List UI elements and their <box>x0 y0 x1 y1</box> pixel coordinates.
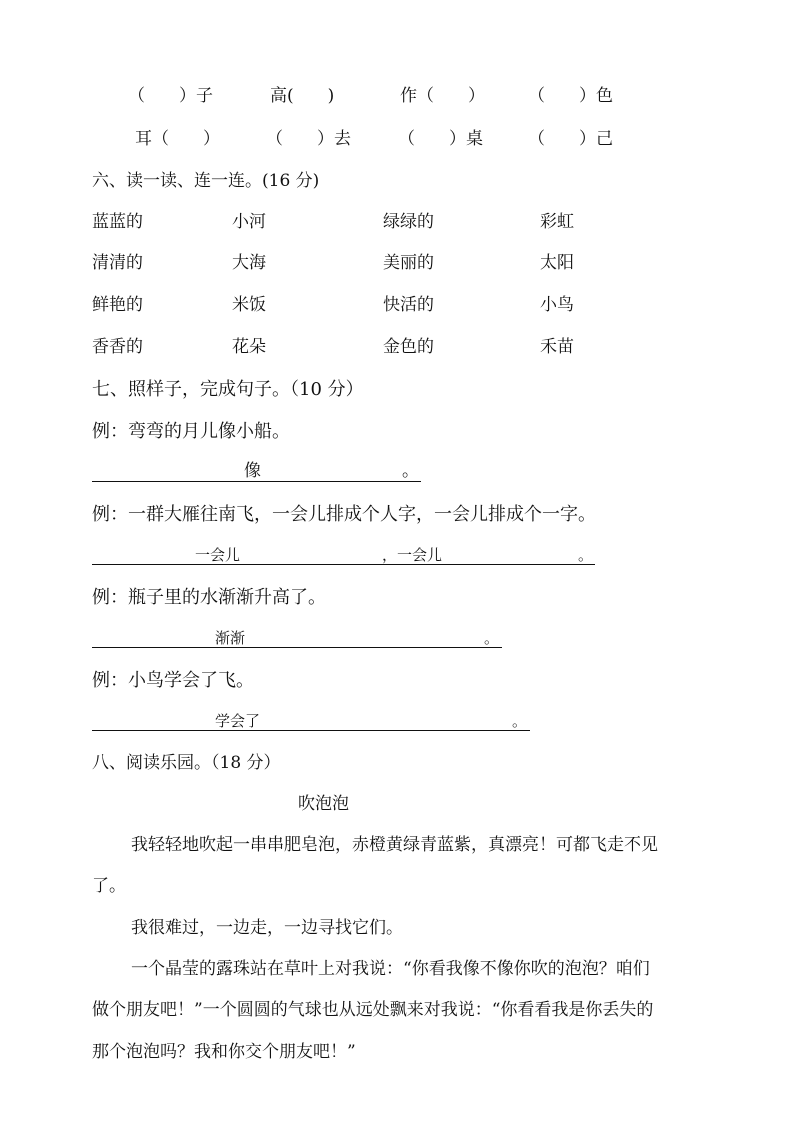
match-word: 香香的 <box>92 337 143 357</box>
blank-item: （ ）己 <box>528 129 613 149</box>
match-word: 太阳 <box>540 253 574 273</box>
match-word: 小鸟 <box>540 295 574 315</box>
example-sentence: 例：小鸟学会了飞。 <box>92 670 254 691</box>
story-paragraph: 那个泡泡吗？我和你交个朋友吧！” <box>92 1042 356 1062</box>
match-word: 鲜艳的 <box>92 295 143 315</box>
section-7-title: 七、照样子，完成句子。（10 分） <box>92 379 364 400</box>
blank-item: 耳（ ） <box>135 129 220 149</box>
match-word: 大海 <box>232 253 266 273</box>
blank-item: （ ）子 <box>128 86 213 106</box>
match-word: 花朵 <box>232 337 266 357</box>
match-word: 快活的 <box>383 295 434 315</box>
answer-prompt-word: 渐渐 <box>215 629 246 647</box>
match-word: 清清的 <box>92 253 143 273</box>
blank-item: （ ）桌 <box>398 129 483 149</box>
answer-line[interactable] <box>92 481 421 482</box>
section-6-title: 六、读一读、连一连。(16 分) <box>92 171 320 191</box>
story-paragraph: 一个晶莹的露珠站在草叶上对我说：“你看我像不像你吹的泡泡？咱们 <box>131 959 650 979</box>
story-paragraph: 我轻轻地吹起一串串肥皂泡，赤橙黄绿青蓝紫，真漂亮！可都飞走不见 <box>131 835 658 855</box>
answer-period: 。 <box>484 629 500 647</box>
answer-prompt-word: ，一会儿 <box>382 546 443 564</box>
story-title: 吹泡泡 <box>298 794 349 814</box>
blank-item: 作（ ） <box>400 86 485 106</box>
match-word: 绿绿的 <box>383 212 434 232</box>
answer-prompt-word: 学会了 <box>215 712 261 730</box>
example-sentence: 例：一群大雁往南飞，一会儿排成个人字，一会儿排成个一字。 <box>92 504 596 525</box>
blank-item: 高( ) <box>270 86 335 106</box>
blank-item: （ ）去 <box>266 129 351 149</box>
answer-period: 。 <box>512 712 528 730</box>
match-word: 彩虹 <box>540 212 574 232</box>
match-word: 蓝蓝的 <box>92 212 143 232</box>
answer-line[interactable] <box>92 730 530 731</box>
answer-line[interactable] <box>92 564 595 565</box>
story-paragraph: 了。 <box>92 876 126 896</box>
example-sentence: 例：弯弯的月儿像小船。 <box>92 421 290 442</box>
example-sentence: 例：瓶子里的水渐渐升高了。 <box>92 587 326 608</box>
answer-period: 。 <box>402 461 419 481</box>
answer-prompt-word: 像 <box>244 461 261 481</box>
match-word: 小河 <box>232 212 266 232</box>
story-paragraph: 做个朋友吧！”一个圆圆的气球也从远处飘来对我说：“你看看我是你丢失的 <box>92 1000 654 1020</box>
story-paragraph: 我很难过，一边走，一边寻找它们。 <box>131 918 403 938</box>
answer-prompt-word: 一会儿 <box>195 546 241 564</box>
section-8-title: 八、阅读乐园。（18 分） <box>92 753 281 773</box>
answer-period: 。 <box>578 546 594 564</box>
match-word: 金色的 <box>383 337 434 357</box>
match-word: 米饭 <box>232 295 266 315</box>
blank-item: （ ）色 <box>528 86 613 106</box>
match-word: 禾苗 <box>540 337 574 357</box>
match-word: 美丽的 <box>383 253 434 273</box>
answer-line[interactable] <box>92 647 502 648</box>
